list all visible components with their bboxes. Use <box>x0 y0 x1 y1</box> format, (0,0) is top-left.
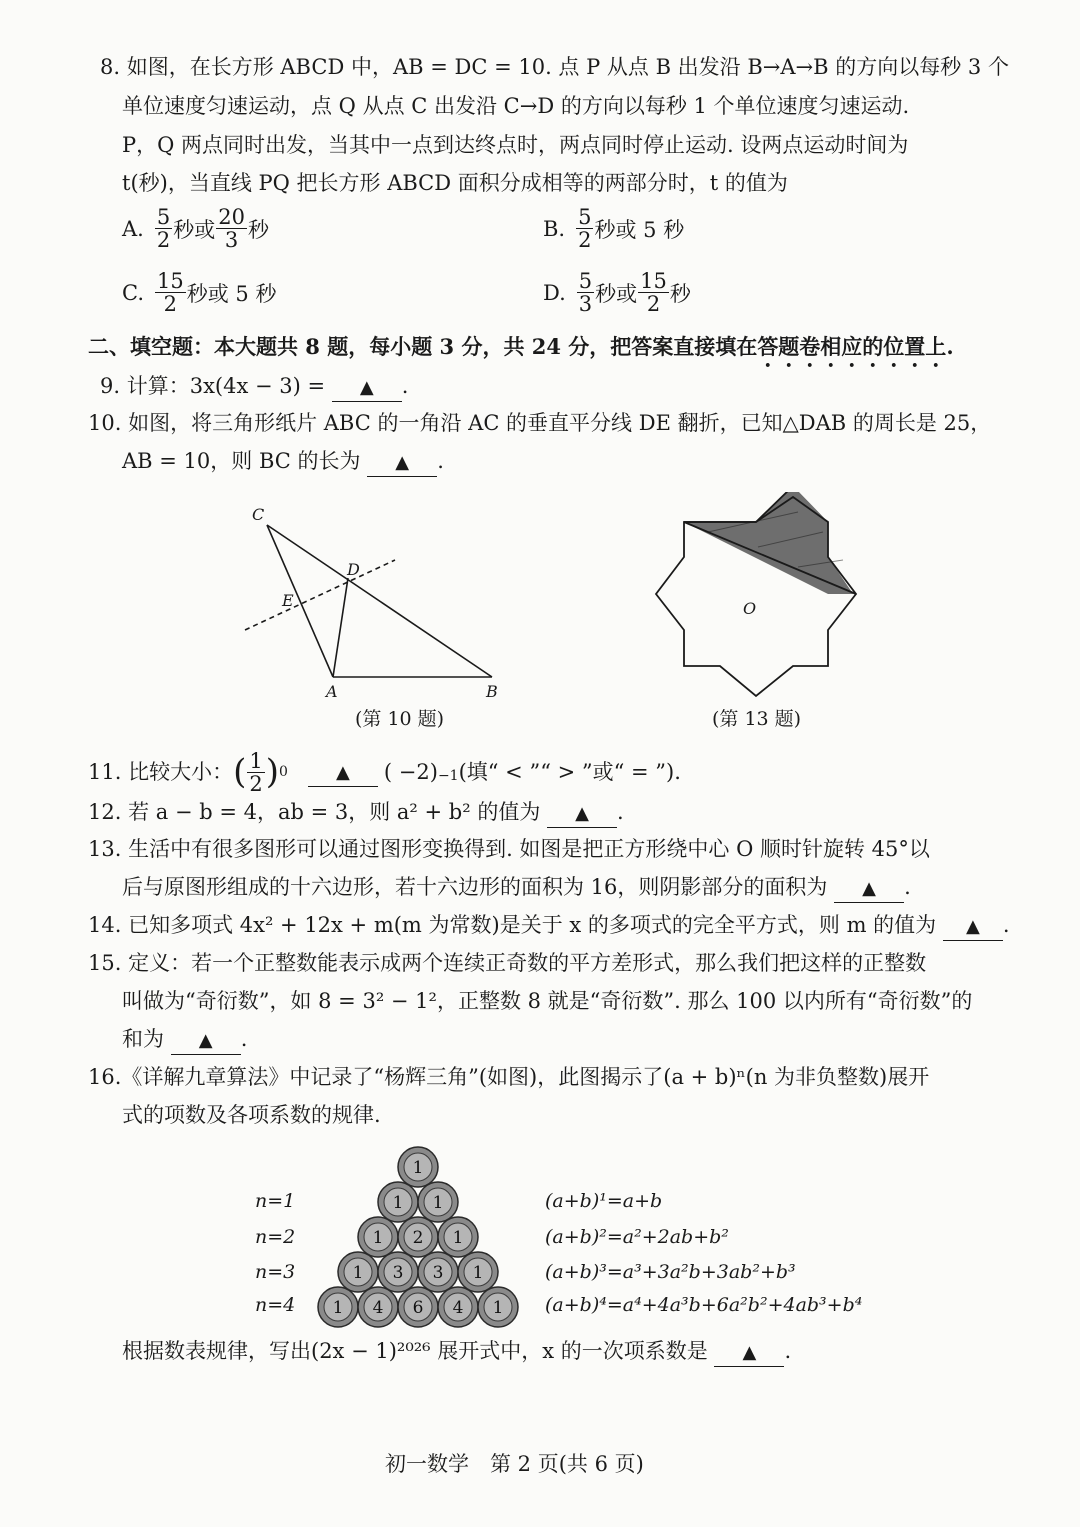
label-d: D <box>347 560 360 579</box>
label-c: C <box>252 505 265 524</box>
q12 <box>88 797 624 828</box>
q16-text: 根据数表规律，写出(2x − 1)²⁰²⁶ 展开式中，x 的一次项系数是 <box>122 1339 708 1363</box>
pascal-coefficient: 3 <box>392 1263 404 1283</box>
q13-line2 <box>122 872 911 903</box>
pascal-coefficient: 1 <box>332 1298 344 1318</box>
pascal-coefficient: 1 <box>452 1228 464 1248</box>
pascal-coefficient: 1 <box>372 1228 384 1248</box>
pascal-coefficient: 2 <box>412 1228 424 1248</box>
period: . <box>784 1339 792 1363</box>
q11-text: 11. 比较大小： <box>88 760 234 784</box>
expansion-n3: (a+b)³=a³+3a²b+3ab²+b³ <box>545 1261 796 1283</box>
section-2-emphasis: 答题卷相应的位置上 <box>757 334 947 359</box>
period: . <box>240 1027 248 1051</box>
paren-left: ( <box>233 752 247 792</box>
pascal-coefficient: 1 <box>472 1263 484 1283</box>
exponent: −1 <box>437 768 459 784</box>
answer-blank[interactable] <box>332 373 402 402</box>
period: . <box>617 800 624 824</box>
exponent: 0 <box>278 764 288 780</box>
fraction: $\frac{20}{3}$ <box>218 205 245 252</box>
q8-line4: t(秒)，当直线 PQ 把长方形 ABCD 面积分成相等的两部分时，t 的值为 <box>122 171 788 195</box>
answer-blank[interactable] <box>547 799 617 828</box>
section-2-suffix: . <box>946 334 954 359</box>
triangle-icon: ▲ <box>862 878 877 899</box>
period: . <box>1002 913 1010 937</box>
option-label: C. <box>122 280 144 305</box>
q12-text: 12. 若 a − b = 4，ab = 3，则 a² + b² 的值为 <box>88 800 541 824</box>
q16-last-line <box>122 1336 791 1367</box>
answer-blank[interactable] <box>714 1338 784 1367</box>
row-label-n4: n=4 <box>255 1294 296 1316</box>
option-text: 秒 <box>247 217 269 242</box>
row-label-n1: n=1 <box>255 1190 296 1212</box>
pascal-coefficient: 4 <box>372 1298 384 1318</box>
page-footer: 初一数学 第 2 页(共 6 页) <box>385 1452 644 1476</box>
triangle-icon: ▲ <box>742 1342 757 1363</box>
q8-option-b <box>543 206 684 251</box>
triangle-icon: ▲ <box>965 916 980 937</box>
period: . <box>437 449 444 473</box>
section-2-prefix: 二、填空题：本大题共 8 题，每小题 3 分，共 24 分，把答案直接填在 <box>88 334 758 359</box>
option-text: 秒或 5 秒 <box>186 281 277 306</box>
period: . <box>401 374 409 398</box>
label-b: B <box>486 682 498 700</box>
q11-suffix: (填“ < ”“ > ”或“ = ”). <box>458 760 681 784</box>
pascal-coefficient: 3 <box>432 1263 444 1283</box>
triangle-icon: ▲ <box>335 761 350 783</box>
expansion-n2: (a+b)²=a²+2ab+b² <box>545 1226 729 1248</box>
label-e: E <box>282 591 294 610</box>
fraction: $\frac{1}{2}$ <box>249 748 263 796</box>
q16-line1: 16.《详解九章算法》中记录了“杨辉三角”(如图)，此图揭示了(a + b)ⁿ(n 为非负整数)展开 <box>88 1065 930 1089</box>
answer-blank[interactable] <box>834 874 904 903</box>
answer-blank[interactable] <box>943 912 1003 941</box>
pascal-coefficient: 1 <box>392 1193 404 1213</box>
q10-text: AB = 10，则 BC 的长为 <box>122 449 361 473</box>
fraction: $\frac{15}{2}$ <box>640 269 667 316</box>
q16-line2: 式的项数及各项系数的规律. <box>122 1103 381 1127</box>
paren-right: ) <box>265 752 279 792</box>
edge-ad <box>333 578 348 677</box>
option-text: 秒 <box>669 281 691 306</box>
yang-hui-triangle <box>300 1145 540 1345</box>
q15-line1: 15. 定义：若一个正整数能表示成两个连续正奇数的平方差形式，那么我们把这样的正整数 <box>88 951 927 975</box>
q13-line1: 13. 生活中有很多图形可以通过图形变换得到. 如图是把正方形绕中心 O 顺时针旋转 45°以 <box>88 837 930 861</box>
label-o: O <box>743 599 757 618</box>
q15-line3 <box>122 1024 247 1055</box>
period: . <box>904 875 911 899</box>
section-2-header <box>88 332 954 372</box>
pascal-coefficient: 6 <box>412 1298 424 1318</box>
triangle-icon: ▲ <box>395 452 410 473</box>
expansion-n4: (a+b)⁴=a⁴+4a³b+6a²b²+4ab³+b⁴ <box>545 1294 863 1316</box>
triangle-icon: ▲ <box>575 803 589 824</box>
q14-text: 14. 已知多项式 4x² + 12x + m(m 为常数)是关于 x 的多项式的完全平方式，则 m 的值为 <box>88 913 937 937</box>
figure-10 <box>230 500 530 700</box>
answer-blank[interactable] <box>171 1026 241 1055</box>
fraction: $\frac{5}{2}$ <box>578 205 592 252</box>
q10-line2 <box>122 446 444 477</box>
q11 <box>88 745 681 799</box>
triangle-icon: ▲ <box>359 377 374 398</box>
q9 <box>100 371 408 402</box>
q9-text: 9. 计算：3x(4x − 3) = <box>100 374 326 398</box>
q14 <box>88 910 1010 941</box>
q8-option-d <box>543 270 691 315</box>
expansion-n1: (a+b)¹=a+b <box>545 1190 663 1212</box>
q8-line3: P，Q 两点同时出发，当其中一点到达终点时，两点同时停止运动. 设两点运动时间为 <box>122 133 909 157</box>
figure-13 <box>648 492 868 702</box>
q8-line2: 单位速度匀速运动，点 Q 从点 C 出发沿 C→D 的方向以每秒 1 个单位速度匀速运动. <box>122 94 910 118</box>
row-label-n2: n=2 <box>255 1226 296 1248</box>
option-label: B. <box>543 216 566 241</box>
pascal-coefficient: 4 <box>452 1298 464 1318</box>
answer-blank[interactable] <box>308 758 378 787</box>
pascal-coefficient: 1 <box>492 1298 504 1318</box>
q15-line2: 叫做为“奇衍数”，如 8 = 3² − 1²，正整数 8 就是“奇衍数”. 那么 100 以内所有“奇衍数”的 <box>122 989 973 1013</box>
figure-10-caption: (第 10 题) <box>355 708 445 730</box>
row-label-n3: n=3 <box>255 1261 296 1283</box>
label-a: A <box>326 682 338 700</box>
figure-13-caption: (第 13 题) <box>712 708 802 730</box>
option-text: 秒或 5 秒 <box>594 217 685 242</box>
fraction: $\frac{5}{3}$ <box>578 269 593 316</box>
option-label: D. <box>543 280 566 305</box>
q8-option-a <box>122 206 269 251</box>
q10-line1: 10. 如图，将三角形纸片 ABC 的一角沿 AC 的垂直平分线 DE 翻折，已知△DAB 的周长是 25， <box>88 411 992 435</box>
option-text: 秒或 <box>173 217 216 242</box>
option-label: A. <box>122 216 144 241</box>
triangle-icon: ▲ <box>198 1030 213 1051</box>
q11-rhs: ( −2) <box>383 760 438 784</box>
pascal-coefficient: 1 <box>412 1158 424 1178</box>
option-text: 秒或 <box>595 281 638 306</box>
pascal-coefficient: 1 <box>352 1263 364 1283</box>
fraction: $\frac{15}{2}$ <box>157 269 184 316</box>
q8-option-c <box>122 270 276 315</box>
answer-blank[interactable] <box>367 448 437 477</box>
q15-text: 和为 <box>122 1027 164 1051</box>
q13-text: 后与原图形组成的十六边形，若十六边形的面积为 16，则阴影部分的面积为 <box>122 875 828 899</box>
line-de <box>245 560 395 630</box>
fraction: $\frac{5}{2}$ <box>156 205 171 252</box>
q8-line1: 8. 如图，在长方形 ABCD 中，AB = DC = 10. 点 P 从点 B 出发沿 B→A→B 的方向以每秒 3 个 <box>100 55 1009 79</box>
pascal-coefficient: 1 <box>432 1193 444 1213</box>
